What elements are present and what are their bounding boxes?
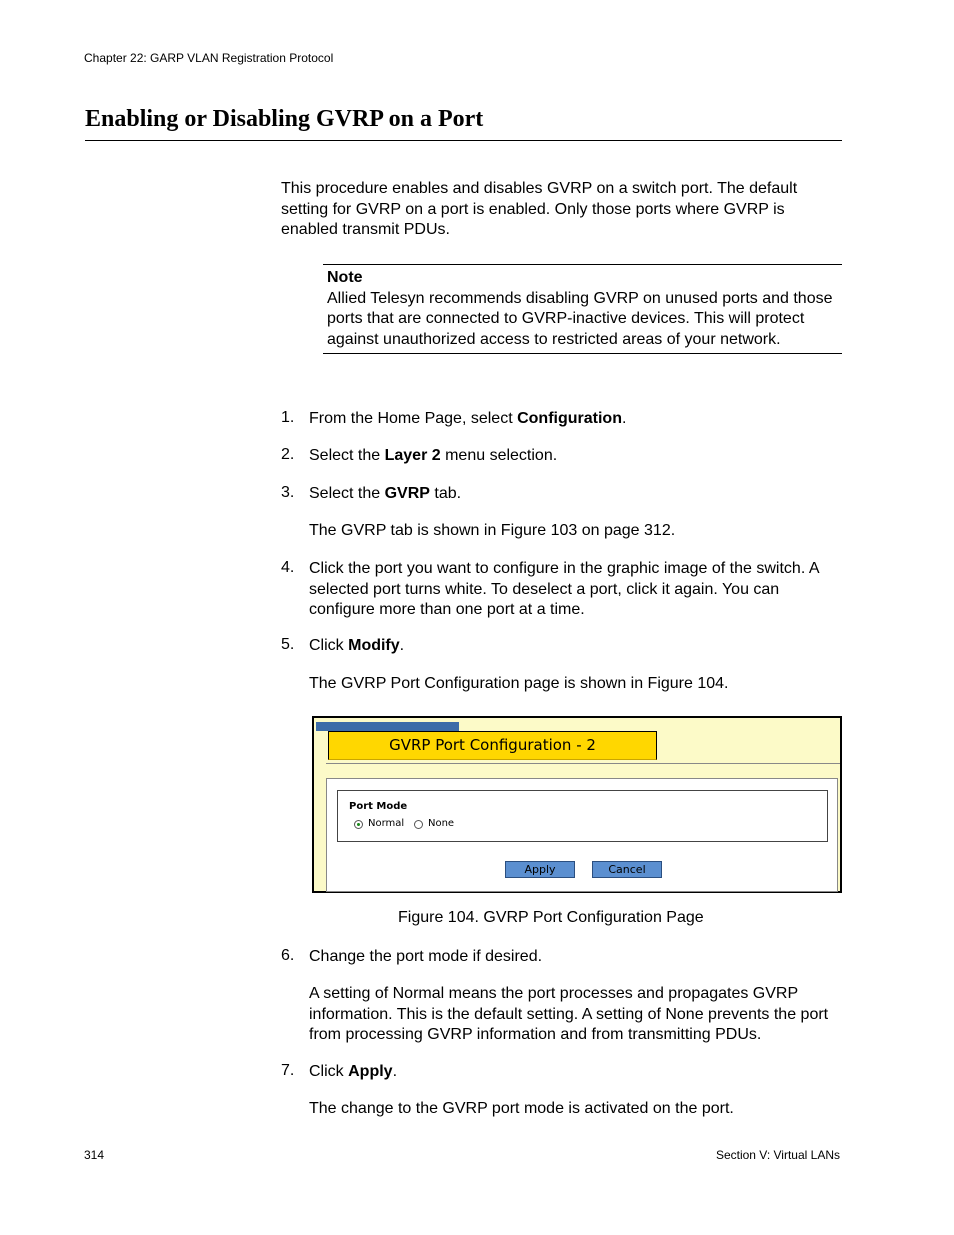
section-title: Enabling or Disabling GVRP on a Port	[85, 106, 484, 132]
step-text-bold: Configuration	[517, 410, 622, 427]
step-result: The GVRP tab is shown in Figure 103 on page 312.	[309, 522, 676, 539]
apply-button[interactable]: Apply	[505, 861, 575, 878]
note-text: Allied Telesyn recommends disabling GVRP on unused ports and those ports that are connected to GVRP-inactive devices. This will protect against unauthorized access to restricted areas of your network.	[327, 289, 833, 348]
step-text-post: tab.	[429, 485, 462, 502]
page-number: 314	[84, 1148, 105, 1162]
intro-paragraph: This procedure enables and disables GVRP on a switch port. The default setting for GVRP on a port is enabled. Only those ports where GVRP is enabled transmit PDUs.	[281, 180, 798, 238]
step-text-post: .	[392, 1063, 398, 1080]
note-heading: Note	[327, 269, 363, 286]
step-text	[309, 484, 845, 505]
step-text-post: .	[621, 410, 627, 427]
page-tab-title: GVRP Port Configuration - 2	[328, 731, 657, 760]
note-box	[323, 264, 842, 354]
step-number: 6.	[281, 947, 295, 964]
none-radio-label: None	[428, 818, 455, 829]
step-text-bold: Apply	[348, 1063, 393, 1080]
none-radio[interactable]	[414, 820, 423, 829]
step-text-post: menu selection.	[440, 447, 558, 464]
step-text-pre: Select the	[309, 447, 385, 464]
chapter-header: Chapter 22: GARP VLAN Registration Protocol	[84, 51, 334, 65]
step-text-bold: Modify	[348, 637, 400, 654]
step-text: Change the port mode if desired.	[309, 948, 543, 965]
step-text-bold: GVRP	[384, 485, 430, 502]
step-text	[309, 636, 845, 657]
cancel-button[interactable]: Cancel	[592, 861, 662, 878]
tab-divider	[326, 763, 840, 764]
step-text-pre: Click	[309, 1063, 349, 1080]
port-mode-group	[337, 790, 828, 842]
step-number: 4.	[281, 559, 295, 576]
tab-strip	[316, 722, 459, 731]
step-result: A setting of Normal means the port processes and propagates GVRP information. This is the default setting. A setting of None prevents the port from processing GVRP information and from transmitting PDUs.	[309, 985, 829, 1043]
normal-radio[interactable]	[354, 820, 363, 829]
step-result: The change to the GVRP port mode is activated on the port.	[309, 1100, 734, 1117]
step-number: 3.	[281, 484, 295, 501]
section-footer: Section V: Virtual LANs	[715, 1148, 840, 1162]
step-text-post: .	[399, 637, 405, 654]
step-number: 7.	[281, 1062, 295, 1079]
port-mode-label: Port Mode	[349, 801, 408, 812]
step-text: Click the port you want to configure in the graphic image of the switch. A selected port turns white. To deselect a port, click it again. You can configure more than one port at a time.	[309, 560, 819, 618]
title-divider	[85, 140, 842, 141]
step-text-pre: From the Home Page, select	[309, 410, 518, 427]
step-text	[309, 1062, 845, 1083]
gvrp-config-screenshot	[312, 716, 842, 893]
config-panel	[326, 778, 838, 892]
step-text-pre: Click	[309, 637, 349, 654]
step-number: 5.	[281, 636, 295, 653]
step-result: The GVRP Port Configuration page is shown in Figure 104.	[309, 675, 729, 692]
step-text	[309, 446, 845, 467]
step-text-bold: Layer 2	[384, 447, 441, 464]
step-number: 1.	[281, 409, 295, 426]
figure-caption: Figure 104. GVRP Port Configuration Page	[398, 909, 704, 926]
step-text-pre: Select the	[309, 485, 385, 502]
step-text	[309, 409, 845, 430]
normal-radio-label: Normal	[368, 818, 405, 829]
step-number: 2.	[281, 446, 295, 463]
